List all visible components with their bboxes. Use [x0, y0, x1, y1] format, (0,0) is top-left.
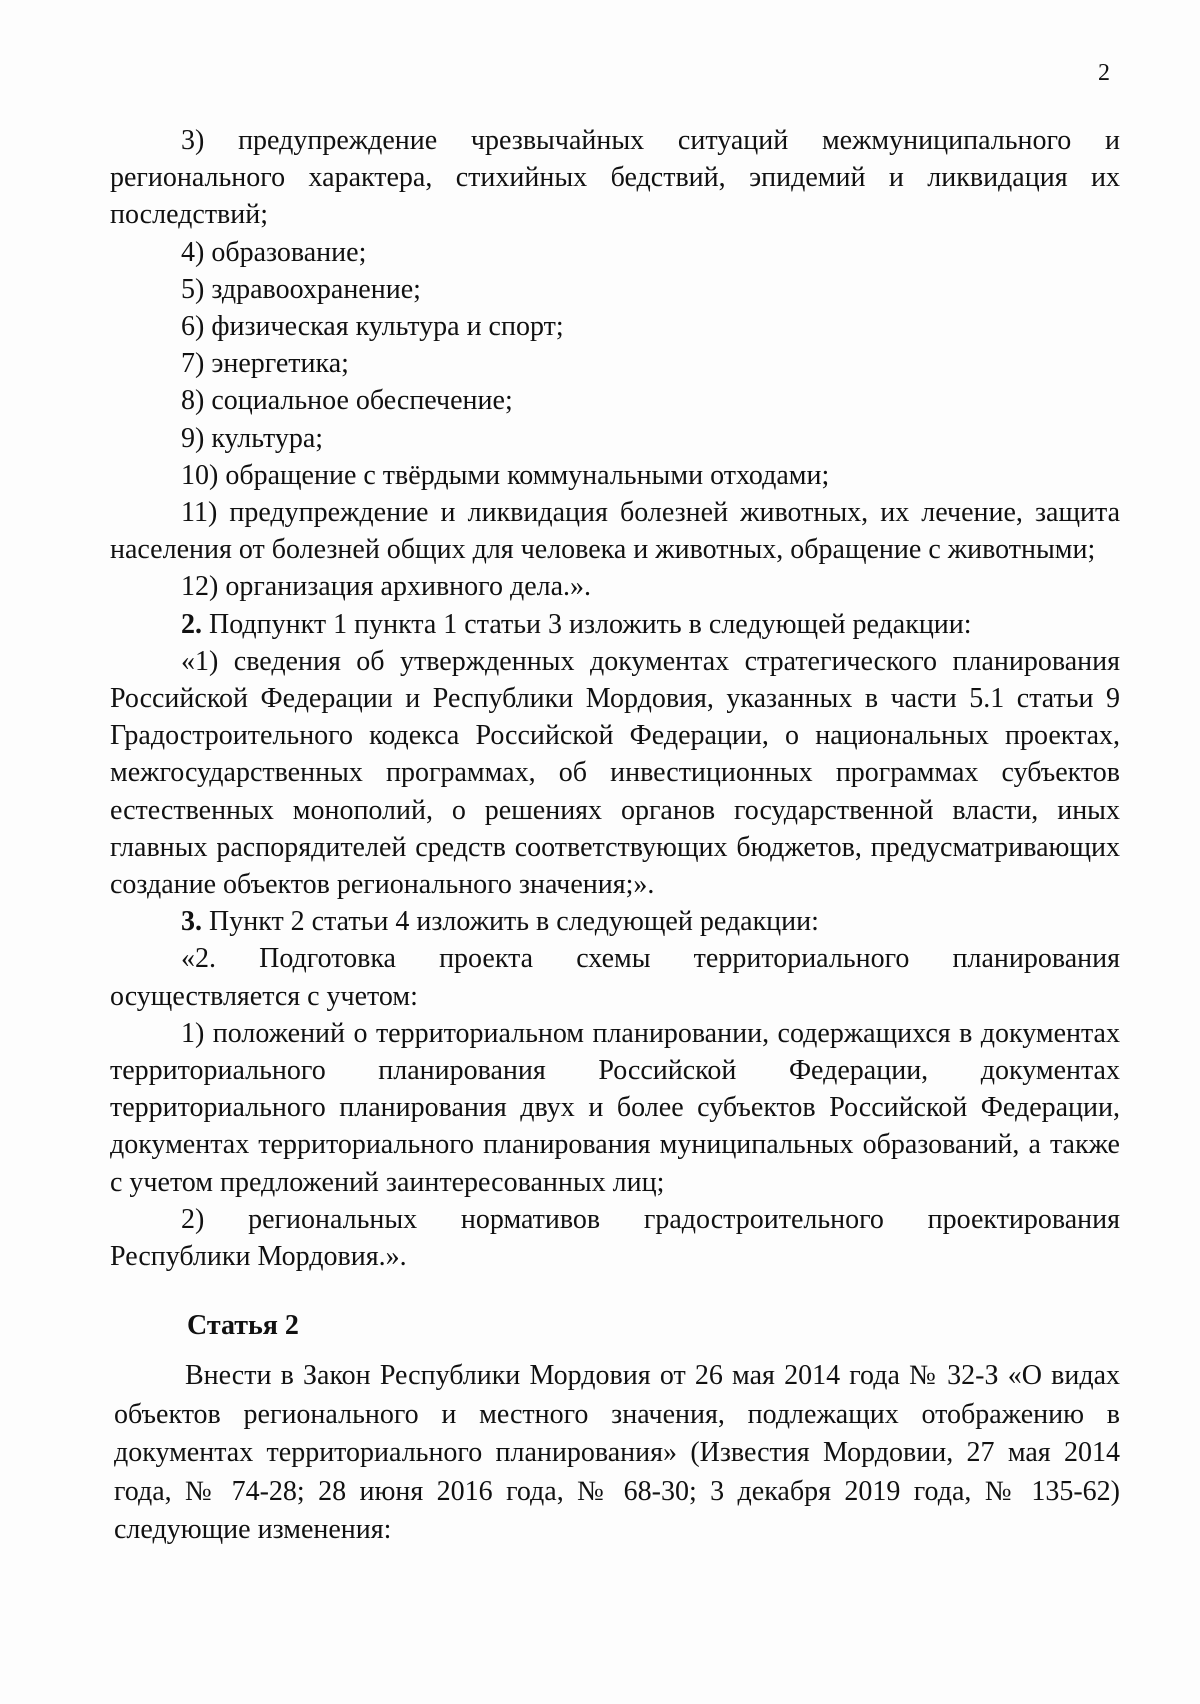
article-1-body [110, 122, 1120, 1275]
article-2-heading: Статья 2 [187, 1310, 299, 1341]
paragraph-3-quote: «2. Подготовка проекта схемы территориального планирования осуществляется с учетом: [110, 943, 1120, 1012]
paragraph-3-number: 3. [181, 906, 202, 938]
paragraph-2-intro [110, 606, 1120, 643]
paragraph-3-text: Пункт 2 статьи 4 изложить в следующей редакции: [202, 906, 819, 938]
item-3-line-2: регионального характера, стихийных бедствий, эпидемий и ликвидация их [110, 162, 1120, 194]
item-4: 4) образование; [181, 236, 367, 268]
article-2-body [114, 1357, 1120, 1550]
item-12: 12) организация архивного дела.». [181, 571, 592, 603]
page-number: 2 [1098, 60, 1110, 86]
item-5: 5) здравоохранение; [181, 273, 421, 305]
item-8: 8) социальное обеспечение; [181, 385, 513, 417]
item-7: 7) энергетика; [181, 348, 349, 380]
paragraph-3-intro [110, 903, 1120, 940]
item-11-line-2: населения от болезней общих для человека и животных, обращение с животными; [110, 534, 1096, 566]
item-3-line-3: последствий; [110, 199, 269, 231]
paragraph-3-subitem-2: 2) региональных нормативов градостроительного проектирования Республики Мордовия.». [110, 1203, 1120, 1273]
item-10: 10) обращение с твёрдыми коммунальными отходами; [181, 459, 830, 491]
paragraph-3-subitem-1: 1) положений о территориальном планировании, содержащихся в документах территориального планирования Российской Федерации, документах территориального планирования двух и более субъектов Российской Федерации, документах территориального планирования муниципальных образований, а также с учетом предложений заинтересованных лиц; [110, 1017, 1120, 1198]
article-2-text: Внести в Закон Республики Мордовия от 26 мая 2014 года № 32-З «О видах объектов регионального и местного значения, подлежащих отображению в документах территориального планирования» (Известия Мордовии, 27 мая 2014 года, № 74-28; 28 июня 2016 года, № 68-30; 3 декабря 2019 года, № 135-62) следующие изменения: [114, 1360, 1120, 1545]
item-6: 6) физическая культура и спорт; [181, 311, 564, 343]
paragraph-2-number: 2. [181, 608, 202, 640]
item-9: 9) культура; [181, 422, 324, 454]
item-11-line-1: 11) предупреждение и ликвидация болезней животных, их лечение, защита [181, 497, 1120, 529]
paragraph-2-text: Подпункт 1 пункта 1 статьи 3 изложить в следующей редакции: [202, 608, 972, 640]
item-3-line-1: 3) предупреждение чрезвычайных ситуаций межмуниципального и [181, 125, 1120, 156]
paragraph-2-quote: «1) сведения об утвержденных документах стратегического планирования Российской Федерации и Республики Мордовия, указанных в части 5.1 статьи 9 Градостроительного кодекса Российской Федерации, о национальных проектах, межгосударственных программах, об инвестиционных программах субъектов естественных монополий, о решениях органов государственной власти, иных главных распорядителей средств соответствующих бюджетов, предусматривающих создание объектов регионального значения;». [110, 645, 1120, 901]
